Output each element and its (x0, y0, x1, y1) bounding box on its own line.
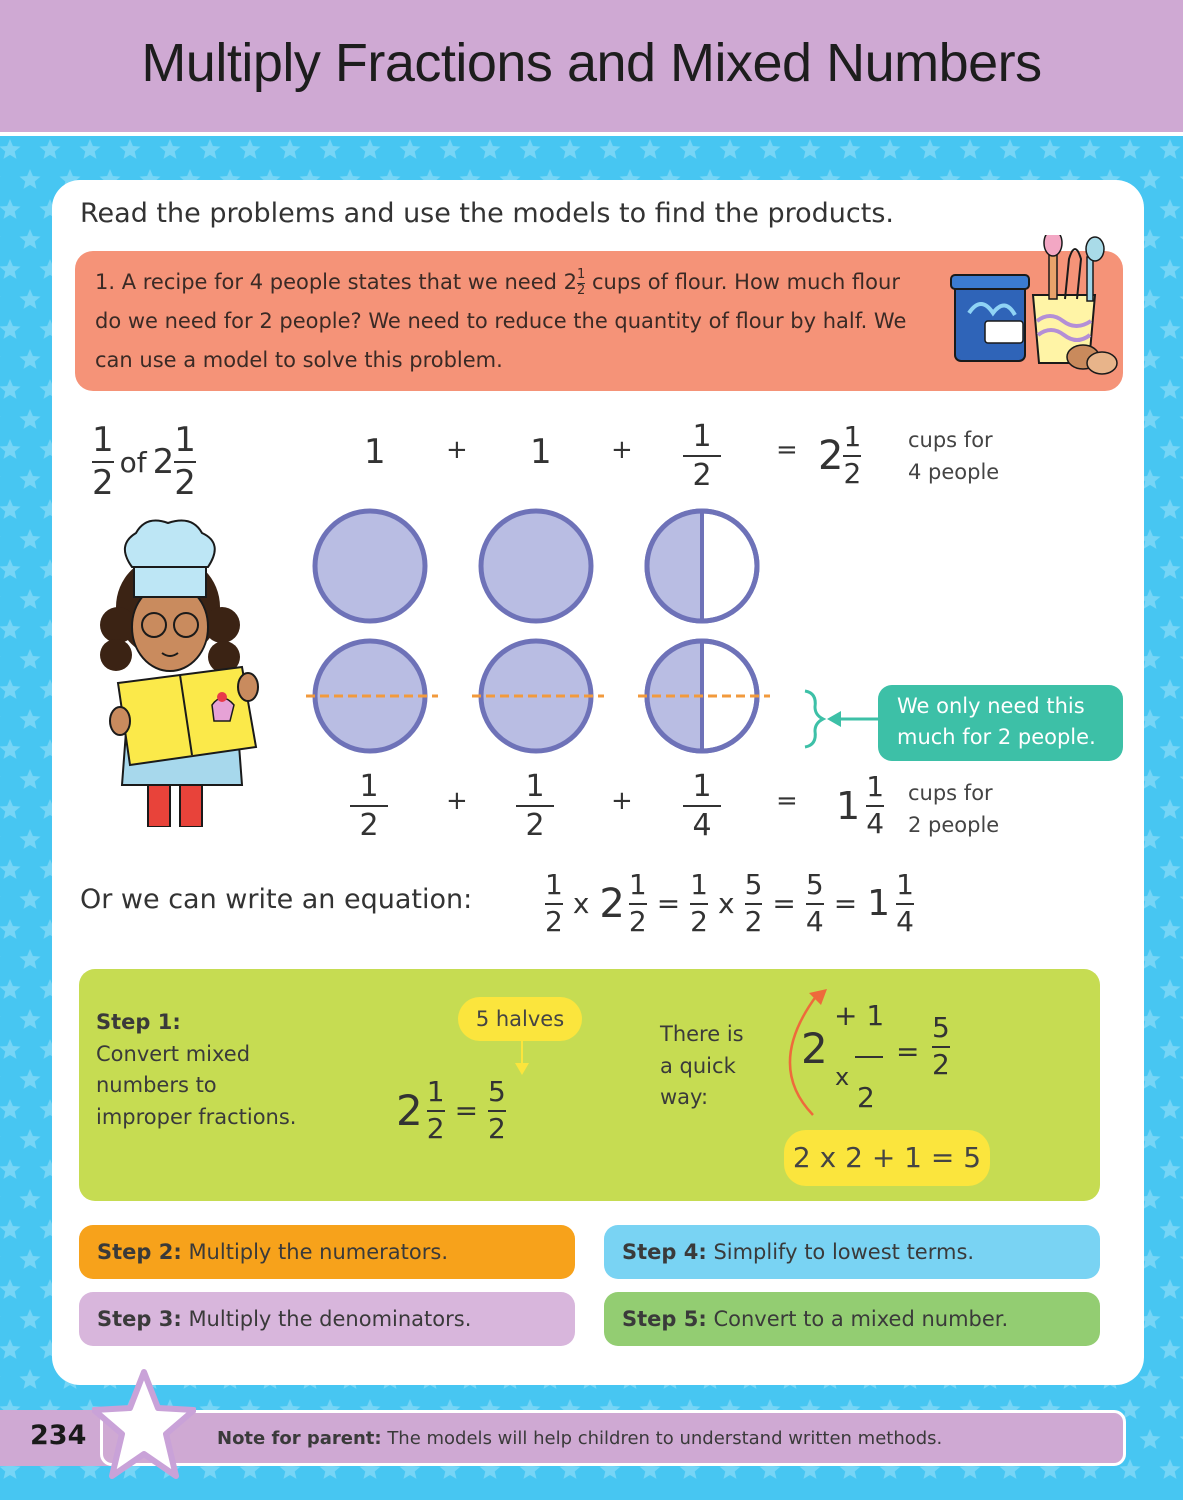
result-two-and-half: 2 $\frac{1}{2}$ (818, 420, 862, 490)
brace-arrow (795, 685, 885, 755)
bg-star (1180, 1429, 1183, 1449)
bg-star (0, 199, 21, 219)
bg-star (1160, 859, 1181, 879)
problem-mixed-number: 2 $\frac{1}{2}$ (563, 267, 586, 298)
bg-star (280, 139, 301, 159)
bg-star (0, 589, 1, 609)
bg-star (0, 769, 1, 789)
bg-star (0, 1189, 1, 1209)
bg-star (680, 139, 701, 159)
bg-star (0, 1369, 1, 1389)
bg-star (1160, 1279, 1181, 1299)
term-half: $\frac{1}{2}$ (683, 420, 721, 492)
quick-den: 2 (857, 1081, 875, 1114)
quick-plus-one: + 1 (834, 999, 885, 1032)
bottom-equals: = (776, 786, 798, 816)
bg-star (1000, 139, 1021, 159)
bg-star (1160, 199, 1181, 219)
quick-times: x (835, 1063, 850, 1091)
bg-star (20, 709, 41, 729)
bg-star (0, 1159, 21, 1179)
bg-star (20, 1009, 41, 1029)
half-circle-shaded (647, 511, 702, 621)
bg-star (20, 829, 41, 849)
bg-star (20, 1069, 41, 1089)
bg-star (0, 649, 1, 669)
bg-star (0, 1129, 1, 1149)
bg-star (1180, 709, 1183, 729)
bg-star (0, 1339, 21, 1359)
problem-text-start: 1. A recipe for 4 people states that we need (95, 270, 564, 294)
quick-fraction-bar (855, 1056, 883, 1058)
bg-star (80, 139, 101, 159)
bg-star (440, 139, 461, 159)
bg-star (20, 649, 41, 669)
bg-star (0, 679, 21, 699)
bg-star (20, 469, 41, 489)
step3-bar: Step 3: Multiply the denominators. (79, 1292, 575, 1346)
callout-only-need-this: We only need this much for 2 people. (878, 685, 1123, 761)
bg-star (1140, 1429, 1161, 1449)
bg-star (1180, 229, 1183, 249)
whole-circle (315, 511, 425, 621)
written-equation: $\frac{1}{2}$ x 2 $\frac{1}{2}$ = $\frac{1}{2}$ x $\frac{5}{2}$ = $\frac{5}{4}$ = 1 $\frac{1}{4}$ (545, 868, 914, 938)
bg-star (20, 589, 41, 609)
fraction-one-half: $\frac{1}{2}$ (92, 420, 114, 504)
plus-b: + (611, 435, 633, 465)
bg-star (0, 169, 1, 189)
bg-star (200, 139, 221, 159)
bg-star (1140, 169, 1161, 189)
bg-star (20, 1369, 41, 1389)
chef-girl-illustration (96, 515, 268, 827)
bg-star (1160, 799, 1181, 819)
bg-star (520, 139, 541, 159)
bg-star (1160, 559, 1181, 579)
bg-star (0, 409, 1, 429)
bg-star (1180, 1129, 1183, 1149)
bg-star (0, 979, 21, 999)
half-of-mixed-label: $\frac{1}{2}$ of 2 $\frac{1}{2}$ (92, 420, 196, 504)
bg-star (20, 1309, 41, 1329)
bg-star (1160, 139, 1181, 159)
bg-star (1180, 1069, 1183, 1089)
problem-text (95, 263, 925, 380)
bg-star (960, 139, 981, 159)
term-one-a: 1 (364, 432, 386, 472)
bg-star (20, 529, 41, 549)
bg-star (0, 139, 21, 159)
bg-star (20, 409, 41, 429)
bg-star (0, 1279, 21, 1299)
bg-star (0, 229, 1, 249)
bg-star (1160, 739, 1181, 759)
bg-star (1180, 289, 1183, 309)
step2-bar: Step 2: Multiply the numerators. (79, 1225, 575, 1279)
bg-star (20, 169, 41, 189)
bg-star (0, 1099, 21, 1119)
bg-star (640, 139, 661, 159)
bg-star (20, 289, 41, 309)
bg-star (20, 769, 41, 789)
five-halves-badge: 5 halves (458, 997, 582, 1041)
down-arrow-icon (512, 1041, 532, 1077)
bg-star (920, 139, 941, 159)
instructions: Read the problems and use the models to find the products. (80, 198, 894, 229)
bg-star (1160, 1399, 1181, 1419)
caption-2-people: cups for 2 people (908, 781, 1000, 837)
bg-star (1180, 889, 1183, 909)
fraction-circle-model (300, 500, 800, 770)
bg-star (1080, 139, 1101, 159)
bg-star (1160, 499, 1181, 519)
bg-star (1160, 1459, 1181, 1479)
bg-star (1180, 949, 1183, 969)
bg-star (1160, 1099, 1181, 1119)
bg-star (1140, 1369, 1161, 1389)
bg-star (1180, 469, 1183, 489)
bg-star (1160, 919, 1181, 939)
bg-star (1160, 679, 1181, 699)
bg-star (0, 859, 21, 879)
bg-star (0, 739, 21, 759)
bg-star (20, 1129, 41, 1149)
bg-star (0, 439, 21, 459)
bg-star (20, 949, 41, 969)
bg-star (0, 289, 1, 309)
bg-star (1180, 349, 1183, 369)
bg-star (20, 1189, 41, 1209)
bg-star (0, 709, 1, 729)
bg-star (1040, 139, 1061, 159)
bg-star (0, 1039, 21, 1059)
bg-star (240, 139, 261, 159)
bg-star (0, 529, 1, 549)
term-one-b: 1 (530, 432, 552, 472)
bg-star (0, 259, 21, 279)
equals-top: = (776, 435, 798, 465)
bg-star (1160, 319, 1181, 339)
bg-star (800, 139, 821, 159)
bg-star (1180, 1009, 1183, 1029)
bg-star (20, 349, 41, 369)
bg-star (0, 949, 1, 969)
bg-star (0, 1219, 21, 1239)
step5-bar: Step 5: Convert to a mixed number. (604, 1292, 1100, 1346)
bg-star (0, 1069, 1, 1089)
bg-star (1160, 1039, 1181, 1059)
bg-star (400, 139, 421, 159)
quick-equals: = (896, 1035, 920, 1068)
result-one-and-quarter: 1 $\frac{1}{4}$ (836, 770, 885, 840)
bg-star (1160, 979, 1181, 999)
bg-star (0, 889, 1, 909)
bg-star (560, 139, 581, 159)
problem-box (75, 251, 1123, 391)
bg-star (1180, 589, 1183, 609)
quick-whole: 2 (801, 1024, 828, 1073)
bg-star (1160, 1159, 1181, 1179)
bg-star (1180, 529, 1183, 549)
bottom-plus-a: + (446, 786, 468, 816)
bg-star (1180, 1309, 1183, 1329)
bg-star (20, 1249, 41, 1269)
bg-star (0, 1249, 1, 1269)
step1-box (79, 969, 1100, 1201)
bg-star (880, 139, 901, 159)
quick-formula: 2 x 2 + 1 = 5 (784, 1130, 990, 1186)
bg-star (1120, 139, 1141, 159)
bg-star (1180, 169, 1183, 189)
bg-star (0, 1009, 1, 1029)
bg-star (0, 559, 21, 579)
bg-star (0, 1309, 1, 1329)
step1-text: Step 1: Convert mixed numbers to improper fractions. (96, 1010, 297, 1129)
bg-star (1160, 379, 1181, 399)
bg-star (1160, 259, 1181, 279)
bg-star (720, 139, 741, 159)
caption-4-people: cups for 4 people (908, 428, 1000, 484)
bg-star (160, 139, 181, 159)
bg-star (1180, 1249, 1183, 1269)
bg-star (0, 799, 21, 819)
bg-star (1180, 409, 1183, 429)
problem-text-end: cups of flour. How much flour do we need for 2 people? We need to reduce the quantity of flour by half. We can use a model to solve this problem. (95, 270, 907, 372)
page-title: Multiply Fractions and Mixed Numbers (141, 33, 1042, 93)
bg-star (840, 139, 861, 159)
bg-star (40, 139, 61, 159)
bottom-term-3: $\frac{1}{4}$ (683, 770, 721, 842)
bg-star (0, 499, 21, 519)
bg-star (120, 139, 141, 159)
bg-star (0, 919, 21, 939)
bg-star (0, 469, 1, 489)
bg-star (0, 619, 21, 639)
bg-star (600, 139, 621, 159)
bg-star (760, 139, 781, 159)
bg-star (360, 139, 381, 159)
bg-star (1160, 1339, 1181, 1359)
parent-note: Note for parent: The models will help children to understand written methods. (217, 1428, 943, 1449)
bg-star (0, 829, 1, 849)
step4-bar: Step 4: Simplify to lowest terms. (604, 1225, 1100, 1279)
plus-a: + (446, 435, 468, 465)
bg-star (480, 139, 501, 159)
bg-star (1180, 829, 1183, 849)
star-badge-icon (92, 1368, 196, 1482)
quick-result: $\frac{5}{2}$ (932, 1011, 950, 1081)
step1-conversion: 2 $\frac{1}{2}$ = $\frac{5}{2}$ (396, 1075, 506, 1145)
bg-star (1160, 619, 1181, 639)
bg-star (320, 139, 341, 159)
baking-supplies-illustration (945, 235, 1125, 385)
bg-star (20, 229, 41, 249)
equation-label: Or we can write an equation: (80, 884, 473, 915)
bg-star (1180, 649, 1183, 669)
parent-note-bar (100, 1410, 1126, 1466)
bg-star (0, 319, 21, 339)
bg-star (0, 379, 21, 399)
bg-star (1180, 1189, 1183, 1209)
bottom-term-2: $\frac{1}{2}$ (516, 770, 554, 842)
page-number: 234 (30, 1420, 87, 1451)
bg-star (1180, 1369, 1183, 1389)
bottom-plus-b: + (611, 786, 633, 816)
bg-star (1180, 769, 1183, 789)
whole-circle (481, 511, 591, 621)
quick-way-text: There is a quick way: (660, 1022, 744, 1109)
bg-star (0, 349, 1, 369)
bottom-term-1: $\frac{1}{2}$ (350, 770, 388, 842)
bg-star (1160, 1219, 1181, 1239)
bg-star (20, 889, 41, 909)
page-header (0, 0, 1183, 136)
bg-star (1160, 439, 1181, 459)
